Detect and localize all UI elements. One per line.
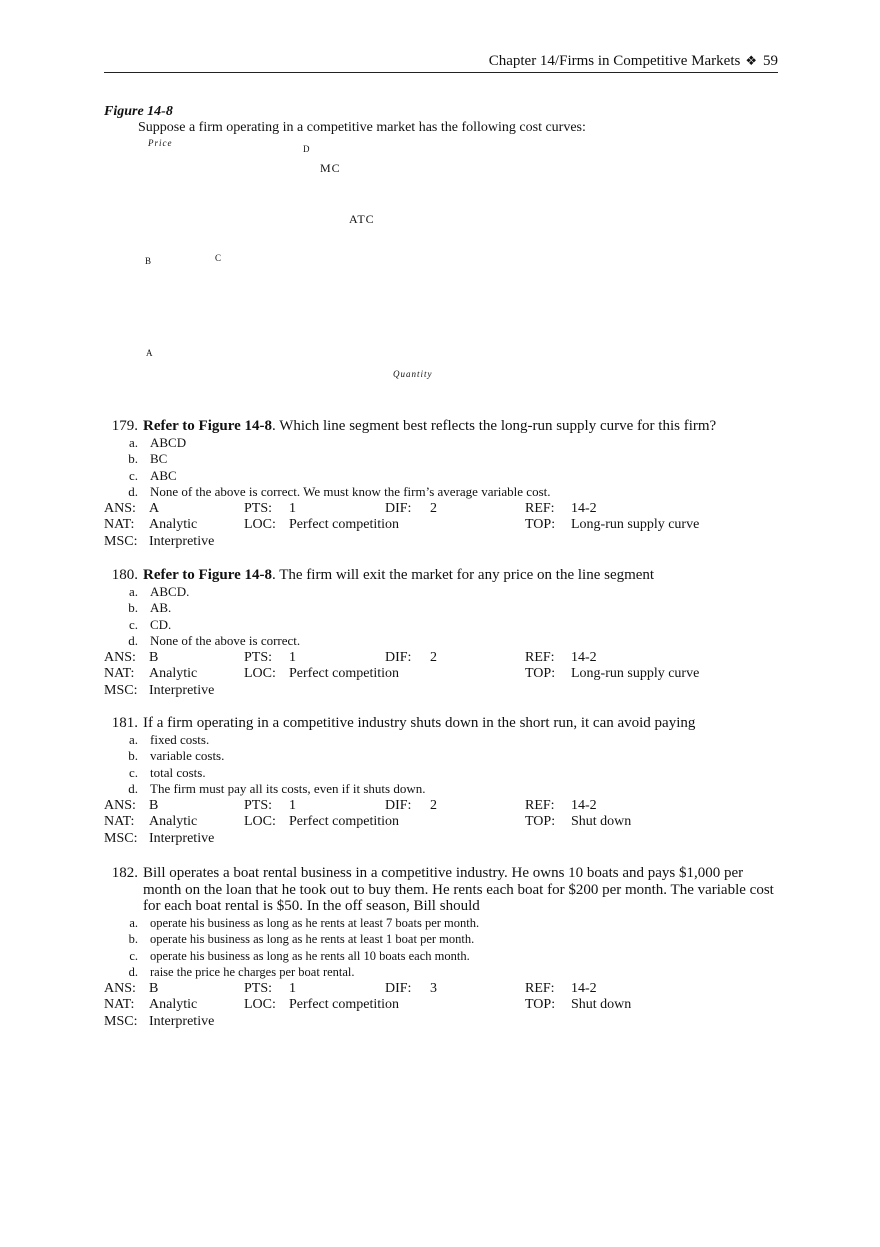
question-stem [104,418,780,435]
msc-meta-row: MSC: Interpretive [104,1013,215,1029]
atc-curve-label: ATC [349,212,375,226]
y-axis-label: Price [148,138,173,148]
msc-meta-row: MSC: Interpretive [104,533,215,549]
option-b: b. AB. [128,600,172,615]
question-text: Bill operates a boat rental business in a competitive industry. He owns 10 boats and pays $1,000 per month on the loan that he took out to buy them. He rents each boat for $200 per month. The variable cost for each boat rental is $50. In the off season, Bill should [143,865,774,914]
answer-value: B [149,980,159,996]
msc-meta-row: MSC: Interpretive [104,682,215,698]
figure-description: Suppose a firm operating in a competitive market has the following cost curves: [138,120,586,135]
question-stem [104,567,780,584]
answer-value: B [149,649,159,665]
question-182 [104,865,780,1030]
option-c: c. ABC [128,467,177,483]
question-number: 180. [111,567,138,583]
option-c: c. total costs. [128,764,206,780]
option-b: b. variable costs. [128,748,225,763]
question-text: . Which line segment best reflects the long-run supply curve for this firm? [272,418,717,434]
answer-meta-row: ANS: A PTS: 1 DIF: 2 REF: 14-2 [104,500,597,516]
classification-meta-row: NAT: Analytic LOC: Perfect competition TOP: Shut down [104,814,632,829]
mc-curve-label: MC [320,161,341,175]
figure-reference: Refer to Figure 14-8 [143,418,272,434]
point-a-label: A [146,348,153,358]
option-a: a. operate his business as long as he rents at least 7 boats per month. [129,915,480,930]
question-number: 181. [111,715,138,731]
question-number: 182. [111,865,138,881]
ornament-icon: ❖ [745,54,757,69]
point-d-label: D [303,144,310,154]
classification-meta-row: NAT: Analytic LOC: Perfect competition TOP: Long-run supply curve [104,666,700,681]
classification-meta-row: NAT: Analytic LOC: Perfect competition TOP: Shut down [104,997,632,1012]
msc-meta-row: MSC: Interpretive [104,830,215,846]
answer-value: A [149,500,160,516]
option-d: d. None of the above is correct. [128,633,301,648]
question-180 [104,567,780,699]
option-a: a. ABCD. [128,583,190,599]
question-number: 179. [111,418,138,434]
page-number: 59 [763,53,778,69]
header-text [489,53,778,70]
question-181 [104,715,780,847]
figure-reference: Refer to Figure 14-8 [143,567,272,583]
question-text: If a firm operating in a competitive industry shuts down in the short run, it can avoid paying [143,715,696,731]
option-b: b. operate his business as long as he rents at least 1 boat per month. [128,932,475,946]
question-stem [104,865,780,915]
option-d: d. The firm must pay all its costs, even if it shuts down. [128,781,426,796]
question-179 [104,418,780,550]
answer-meta-row: ANS: B PTS: 1 DIF: 2 REF: 14-2 [104,797,597,813]
figure-title: Figure 14-8 [104,104,173,119]
answer-meta-row: ANS: B PTS: 1 DIF: 3 REF: 14-2 [104,980,597,996]
chapter-title: Chapter 14/Firms in Competitive Markets [488,53,741,69]
question-text: . The firm will exit the market for any price on the line segment [272,567,655,583]
option-b: b. BC [128,451,168,466]
question-stem [104,715,780,732]
option-a: a. ABCD [128,434,187,450]
x-axis-label: Quantity [393,369,433,379]
option-c: c. operate his business as long as he rents all 10 boats each month. [129,948,470,963]
page-header [104,52,778,73]
point-c-label: C [215,253,222,263]
option-d: d. raise the price he charges per boat rental. [128,965,355,979]
option-d: d. None of the above is correct. We must know the firm’s average variable cost. [128,484,551,499]
answer-value: B [149,797,159,813]
option-a: a. fixed costs. [128,731,210,747]
option-c: c. CD. [128,616,172,632]
answer-meta-row: ANS: B PTS: 1 DIF: 2 REF: 14-2 [104,649,597,665]
point-b-label: B [145,256,152,266]
classification-meta-row: NAT: Analytic LOC: Perfect competition TOP: Long-run supply curve [104,517,700,532]
